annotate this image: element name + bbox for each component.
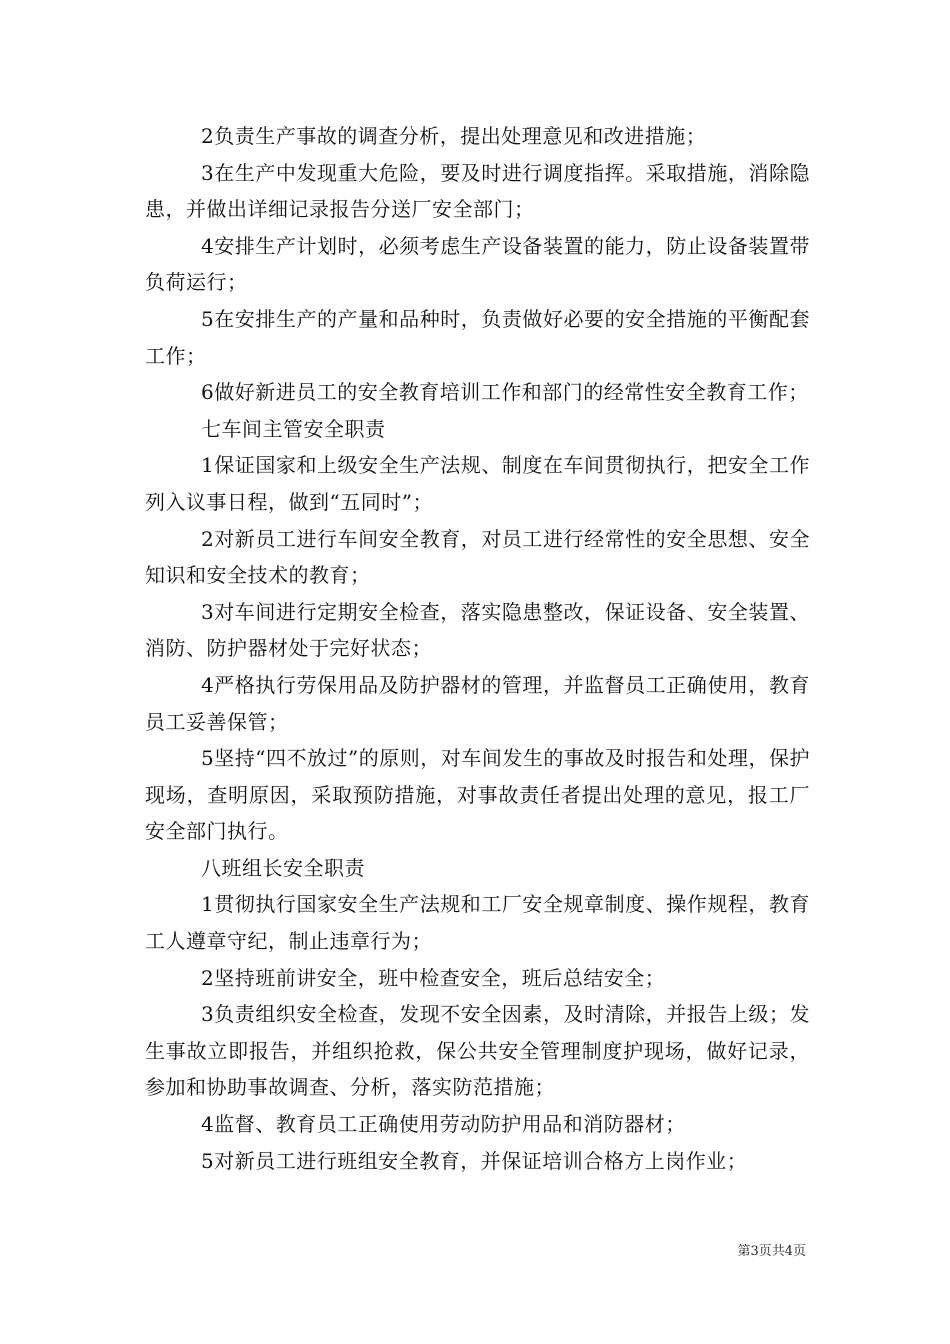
paragraph-workshop-duty-3: 3对车间进行定期安全检查，落实隐患整改，保证设备、安全装置、消防、防护器材处于完好状态； [145, 599, 810, 661]
paragraph-duty-4: 4安排生产计划时，必须考虑生产设备装置的能力，防止设备装置带负荷运行； [145, 233, 810, 295]
paragraph-team-duty-5: 5对新员工进行班组安全教育，并保证培训合格方上岗作业； [201, 1148, 748, 1173]
paragraph-duty-6: 6做好新进员工的安全教育培训工作和部门的经常性安全教育工作； [201, 380, 809, 405]
paragraph-duty-3: 3在生产中发现重大危险，要及时进行调度指挥。采取措施，消除隐患，并做出详细记录报告分送厂安全部门； [145, 160, 810, 222]
page-number: 第3页共4页 [737, 1244, 806, 1259]
paragraph-team-duty-4: 4监督、教育员工正确使用劳动防护用品和消防器材； [201, 1112, 686, 1137]
document-body [145, 118, 810, 1179]
paragraph-team-duty-2: 2坚持班前讲安全，班中检查安全，班后总结安全； [201, 965, 666, 990]
paragraph-workshop-duty-5: 5坚持“四不放过”的原则，对车间发生的事故及时报告和处理，保护现场，查明原因，采取预防措施，对事故责任者提出处理的意见，报工厂安全部门执行。 [145, 746, 810, 844]
section-heading-team-leader: 八班组长安全职责 [201, 855, 365, 880]
paragraph-workshop-duty-1: 1保证国家和上级安全生产法规、制度在车间贯彻执行，把安全工作列入议事日程，做到“五同时”； [145, 453, 810, 514]
paragraph-duty-5: 5在安排生产的产量和品种时，负责做好必要的安全措施的平衡配套工作； [145, 306, 810, 368]
paragraph-workshop-duty-2: 2对新员工进行车间安全教育，对员工进行经常性的安全思想、安全知识和安全技术的教育； [145, 526, 810, 588]
paragraph-workshop-duty-4: 4严格执行劳保用品及防护器材的管理，并监督员工正确使用，教育员工妥善保管； [145, 672, 810, 734]
section-heading-workshop-supervisor: 七车间主管安全职责 [201, 416, 386, 441]
paragraph-team-duty-1: 1贯彻执行国家安全生产法规和工厂安全规章制度、操作规程，教育工人遵章守纪，制止违章行为； [145, 892, 810, 954]
paragraph-duty-2: 2负责生产事故的调查分析，提出处理意见和改进措施； [201, 124, 707, 148]
paragraph-team-duty-3: 3负责组织安全检查，发现不安全因素，及时清除，并报告上级；发生事故立即报告，并组织抢救，保公共安全管理制度护现场，做好记录，参加和协助事故调查、分析，落实防范措施； [145, 1002, 810, 1100]
